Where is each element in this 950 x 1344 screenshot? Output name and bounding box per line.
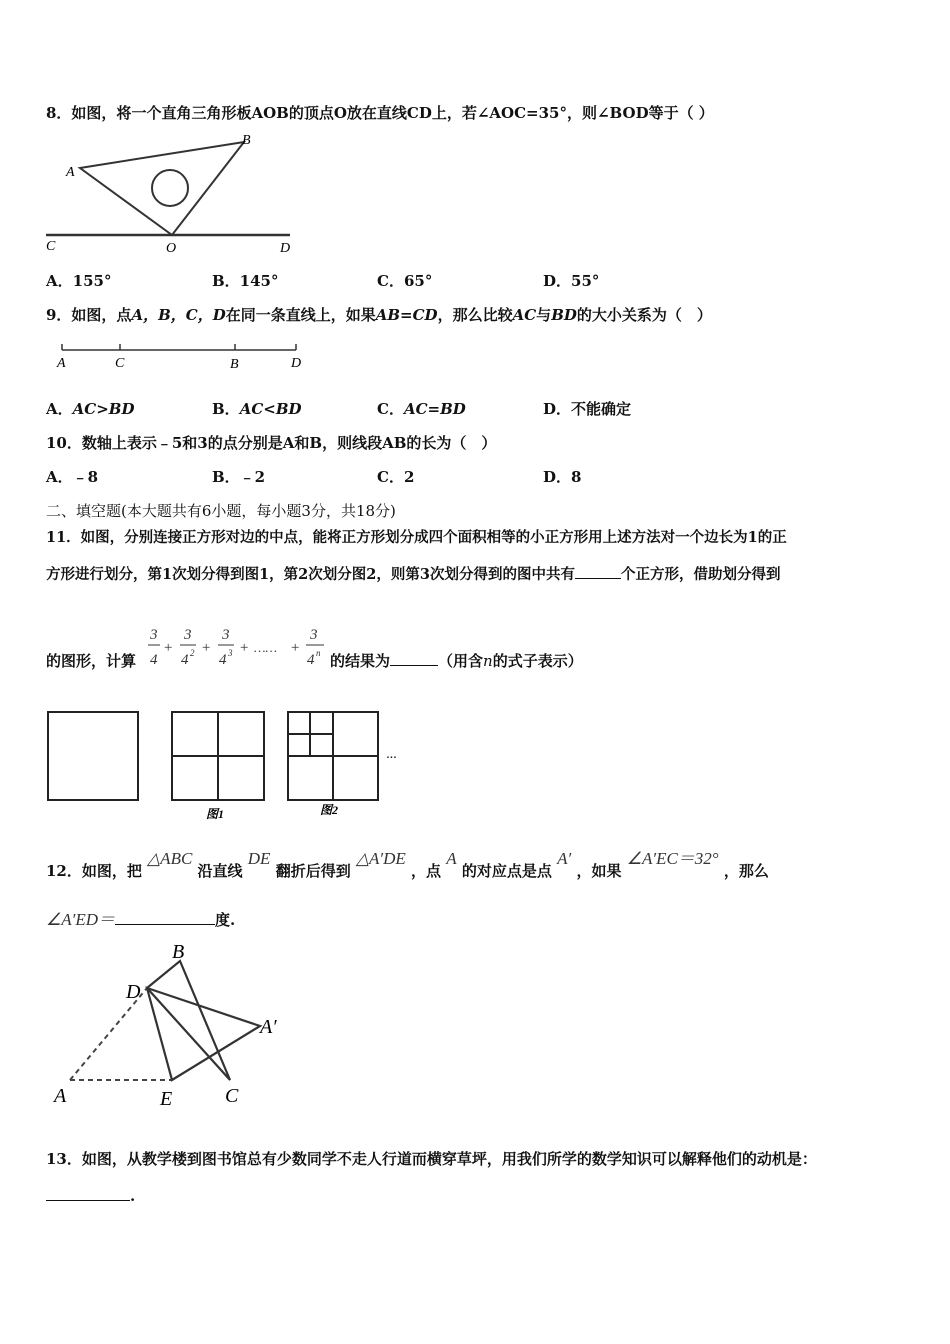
svg-text:2: 2 <box>190 648 195 658</box>
q10-stem: 10．数轴上表示﹣5和3的点分别是A和B，则线段AB的长为（ ） <box>46 434 497 452</box>
q9-label-D: D <box>291 356 302 371</box>
q9-figure <box>50 340 310 372</box>
q9-option-d: D．不能确定 <box>543 400 632 418</box>
q11-ellipsis: ··· <box>386 751 397 766</box>
q10-option-b: B．﹣2 <box>212 468 266 486</box>
q12-figure <box>50 938 300 1113</box>
q11-figure-2 <box>288 712 378 800</box>
q11-fig2-caption: 图2 <box>320 803 339 817</box>
q11-line1: 11．如图，分别连接正方形对边的中点，能将正方形划分成四个面积相等的小正方形用上述方法对一个边长为1的正 <box>46 529 787 546</box>
q8-option-c: C．65° <box>377 272 433 290</box>
q11-line3-end: 的结果为 （用含n的式子表示） <box>330 652 583 670</box>
q8-figure <box>44 130 304 255</box>
svg-text:4: 4 <box>150 652 158 668</box>
q12-label-D: D <box>126 981 141 1003</box>
q9-label-C: C <box>115 356 125 371</box>
q11-line2: 方形进行划分，第1次划分得到图1，第2次划分图2，则第3次划分得到的图中共有 个正方形，借助划分得到 <box>46 566 781 583</box>
q12-label-A: A <box>54 1085 67 1107</box>
q11-figure-1 <box>172 712 264 800</box>
q8-option-b: B．145° <box>212 272 279 290</box>
q8-stem: 8．如图，将一个直角三角形板AOB的顶点O放在直线CD上，若∠AOC=35°，则∠BOD等于（ ） <box>46 104 714 122</box>
q9-stem: 9．如图，点A，B，C，D在同一条直线上，如果AB=CD，那么比较AC与BD的大小关系为（ ） <box>46 306 712 324</box>
q9-label-A: A <box>57 356 66 371</box>
q10-option-c: C．2 <box>377 468 415 486</box>
svg-text:+: + <box>201 640 212 656</box>
svg-text:4: 4 <box>219 652 227 668</box>
q10-option-d: D．8 <box>543 468 582 486</box>
q11-line3-start: 的图形，计算 <box>46 652 137 670</box>
q11-fig1-caption: 图1 <box>206 807 225 821</box>
q9-option-a: A．AC>BD <box>46 400 135 418</box>
q12-label-E: E <box>160 1088 173 1110</box>
q8-option-a: A．155° <box>46 272 112 290</box>
q8-label-O: O <box>166 241 177 256</box>
q8-label-A: A <box>66 165 75 180</box>
q8-label-D: D <box>280 241 291 256</box>
svg-text:3: 3 <box>222 627 230 643</box>
q13-stem: 13．如图，从教学楼到图书馆总有少数同学不走人行道而横穿草坪，用我们所学的数学知识可以解释他们的动机是： <box>46 1150 817 1168</box>
q12-label-A-prime: A′ <box>260 1016 277 1038</box>
svg-text:4: 4 <box>181 652 189 668</box>
svg-text:+: + <box>239 640 250 656</box>
q9-label-B: B <box>230 357 239 372</box>
svg-text:3: 3 <box>184 627 192 643</box>
q9-option-b: B．AC<BD <box>212 400 302 418</box>
q8-option-d: D．55° <box>543 272 600 290</box>
q10-option-a: A．﹣8 <box>46 468 99 486</box>
svg-text:+: + <box>290 640 301 656</box>
svg-text:3: 3 <box>228 648 233 658</box>
svg-text:3: 3 <box>150 627 158 643</box>
q11-figures <box>46 710 426 825</box>
svg-text:+: + <box>163 640 174 656</box>
svg-text:……: …… <box>254 640 278 655</box>
q13-answer-line: . <box>46 1186 135 1205</box>
svg-text:3: 3 <box>310 627 318 643</box>
q12-answer-line: ∠A′ED＝ 度. <box>46 910 236 929</box>
q8-label-C: C <box>46 239 56 254</box>
q12-stem: 12．如图，把 △ABC 沿直线 DE 翻折后得到 △A′DE ，点 A 的对应点是点 A′ ，如果 ∠A′EC＝32° ，那么 <box>46 849 769 880</box>
svg-text:n: n <box>316 648 321 658</box>
q8-label-B: B <box>242 133 251 148</box>
section-title: 二、填空题(本大题共有6小题，每小题3分，共18分) <box>46 502 396 520</box>
q12-label-C: C <box>225 1085 239 1107</box>
q11-fraction-sum <box>144 622 334 672</box>
svg-text:4: 4 <box>307 652 315 668</box>
q12-label-B: B <box>172 941 185 963</box>
q9-option-c: C．AC=BD <box>377 400 466 418</box>
